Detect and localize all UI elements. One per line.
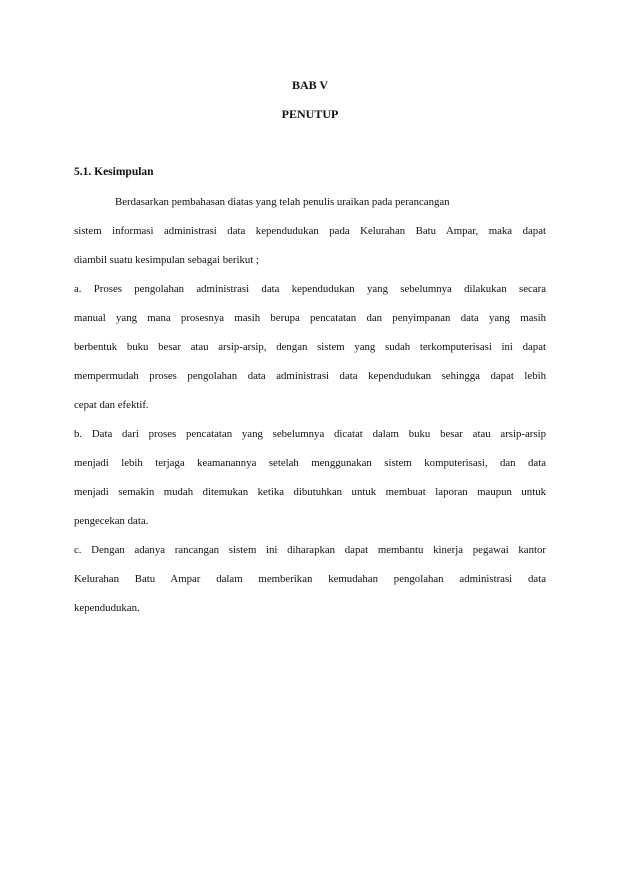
point-b-line-1: b. Data dari proses pencatatan yang sebelumnya dicatat dalam buku besar atau arsip-arsip [74, 428, 546, 440]
point-a-line-5: cepat dan efektif. [74, 399, 149, 411]
point-a-line-2: manual yang mana prosesnya masih berupa pencatatan dan penyimpanan data yang masih [74, 312, 546, 324]
point-c-line-2: Kelurahan Batu Ampar dalam memberikan kemudahan pengolahan administrasi data [74, 573, 546, 585]
chapter-number: BAB V [291, 78, 329, 92]
point-c-line-1: c. Dengan adanya rancangan sistem ini diharapkan dapat membantu kinerja pegawai kantor [74, 544, 546, 556]
point-c-line-3: kependudukan. [74, 602, 140, 614]
intro-line-2: sistem informasi administrasi data kependudukan pada Kelurahan Batu Ampar, maka dapat [74, 225, 546, 237]
intro-line-3: diambil suatu kesimpulan sebagai berikut ; [74, 254, 260, 266]
intro-line-1: Berdasarkan pembahasan diatas yang telah penulis uraikan pada perancangan [115, 196, 450, 208]
point-a-line-4: mempermudah proses pengolahan data administrasi data kependudukan sehingga dapat lebih [74, 370, 546, 382]
chapter-title: PENUTUP [281, 107, 339, 121]
point-b-line-2: menjadi lebih terjaga keamanannya setelah menggunakan sistem komputerisasi, dan data [74, 457, 546, 469]
point-a-line-1: a. Proses pengolahan administrasi data kependudukan yang sebelumnya dilakukan secara [74, 283, 546, 295]
point-b-line-3: menjadi semakin mudah ditemukan ketika dibutuhkan untuk membuat laporan maupun untuk [74, 486, 546, 498]
point-a-line-3: berbentuk buku besar atau arsip-arsip, dengan sistem yang sudah terkomputerisasi ini dapat [74, 341, 546, 353]
section-title: 5.1. Kesimpulan [74, 166, 154, 178]
point-b-line-4: pengecekan data. [74, 515, 149, 527]
